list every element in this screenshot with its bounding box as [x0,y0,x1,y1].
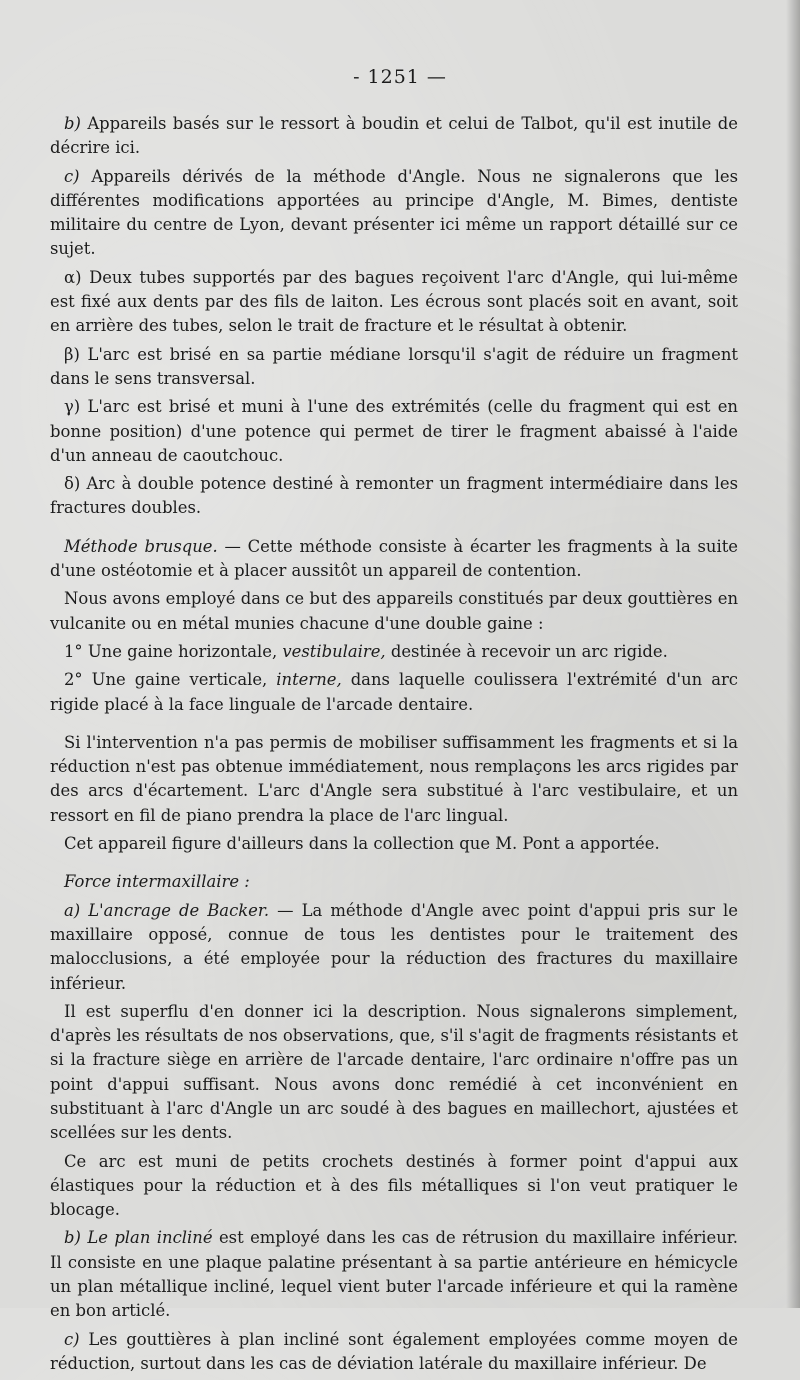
text-run: L'arc est brisé en sa partie médiane lorsqu'il s'agit de réduire un fragment dans le sens transversal. [50,344,738,388]
paragraph [50,395,738,468]
text-run: Arc à double potence destiné à remonter un fragment intermédiaire dans les fractures doubles. [50,474,738,518]
paragraph [50,832,738,856]
item-label: δ) [64,474,81,494]
text-run: est employé dans les cas de rétrusion du maxillaire inférieur. Il consiste en une plaque palatine présentant à sa partie antérieure en hémicycle un plan métallique incliné, lequel vient buter l'arcade inférieure et qui la ramène en bon articlé. [50,1228,738,1321]
paragraph [50,640,738,664]
item-label: c) [64,1329,80,1349]
text-run: dans laquelle coulissera l'extrémité d'un arc rigide placé à la face linguale de l'arcade dentaire. [50,670,738,714]
section-heading: Force intermaxillaire : [64,872,250,892]
text-run: Appareils basés sur le ressort à boudin et celui de Talbot, qu'il est inutile de décrire ici. [50,114,738,158]
paragraph [50,899,738,996]
text-run: Cet appareil figure d'ailleurs dans la collection que M. Pont a apportée. [64,834,660,854]
paragraph [50,1226,738,1323]
page-number: - 1251 — [353,66,447,88]
text-run: — La méthode d'Angle avec point d'appui pris sur le maxillaire opposé, connue de tous les dentistes pour le traitement des malocclusions, a été employée pour la réduction des fractures du maxillaire inférieur. [50,900,738,993]
section-heading: Méthode brusque. [64,536,218,556]
paragraph [50,535,738,584]
paragraph [50,870,738,894]
paragraph [50,165,738,262]
text-run: Appareils dérivés de la méthode d'Angle. Nous ne signalerons que les différentes modifications apportées au principe d'Angle, M. Bimes, dentiste militaire du centre de Lyon, devant présenter ici même un rapport détaillé sur ce sujet. [50,166,738,259]
item-label: c) [64,166,80,186]
text-run: Si l'intervention n'a pas permis de mobiliser suffisamment les fragments et si la réduction n'est pas obtenue immédiatement, nous remplaçons les arcs rigides par des arcs d'écartement. L'arc d'Angle sera substitué à l'arc vestibulaire, et un ressort en fil de piano prendra la place de l'arc lingual. [50,732,738,825]
text-run: L'arc est brisé et muni à l'une des extrémités (celle du fragment qui est en bonne position) d'une potence qui permet de tirer le fragment abaissé à l'aide d'un anneau de caoutchouc. [50,397,738,465]
text-run: — Cette méthode consiste à écarter les fragments à la suite d'une ostéotomie et à placer aussitôt un appareil de contention. [50,536,738,581]
text-run: Il est superflu d'en donner ici la description. Nous signalerons simplement, d'après les résultats de nos observations, que, s'il s'agit de fragments résistants et si la fracture siège en arrière de l'arcade dentaire, l'arc ordinaire n'offre pas un point d'appui suffisant. Nous avons donc remédié à cet inconvénient en substituant à l'arc d'Angle un arc soudé à des bagues en maillechort, ajustées et scellées sur les dents. [50,1001,738,1143]
paragraph [50,587,738,636]
page-edge-shadow [786,0,800,1308]
text-run: interne, [276,670,342,690]
paragraph [50,1150,738,1223]
item-label: a) [64,900,81,920]
paragraph [50,731,738,828]
paragraph [50,668,738,717]
text-run: Le plan incliné [87,1228,213,1248]
paragraph [50,343,738,392]
text-run: L'ancrage de Backer. [88,900,270,920]
text-run: 1° Une gaine horizontale, [64,641,283,661]
item-label: b) [64,114,81,133]
paragraph [50,112,738,161]
item-label: α) [64,267,82,287]
item-label: β) [64,344,80,364]
text-run: Nous avons employé dans ce but des appareils constitués par deux gouttières en vulcanite ou en métal munies chacune d'une double gaine : [50,589,738,633]
text-run: Ce arc est muni de petits crochets destinés à former point d'appui aux élastiques pour la réduction et à des fils métalliques si l'on veut pratiquer le blocage. [50,1151,738,1220]
paragraph [50,1328,738,1377]
paragraph [50,1000,738,1146]
text-run: Deux tubes supportés par des bagues reçoivent l'arc d'Angle, qui lui-même est fixé aux dents par des fils de laiton. Les écrous sont placés soit en avant, soit en arrière des tubes, selon le trait de fracture et le résultat à obtenir. [50,267,738,336]
item-label: b) [64,1228,81,1248]
paragraph [50,266,738,339]
text-run: 2° Une gaine verticale, [64,670,277,690]
body-text [50,112,738,1380]
text-run: Les gouttières à plan incliné sont également employées comme moyen de réduction, surtout dans les cas de déviation latérale du maxillaire inférieur. De [50,1329,738,1373]
text-run: vestibulaire, [282,641,386,661]
paragraph [50,472,738,521]
item-label: γ) [64,397,81,417]
text-run: destinée à recevoir un arc rigide. [385,641,668,661]
